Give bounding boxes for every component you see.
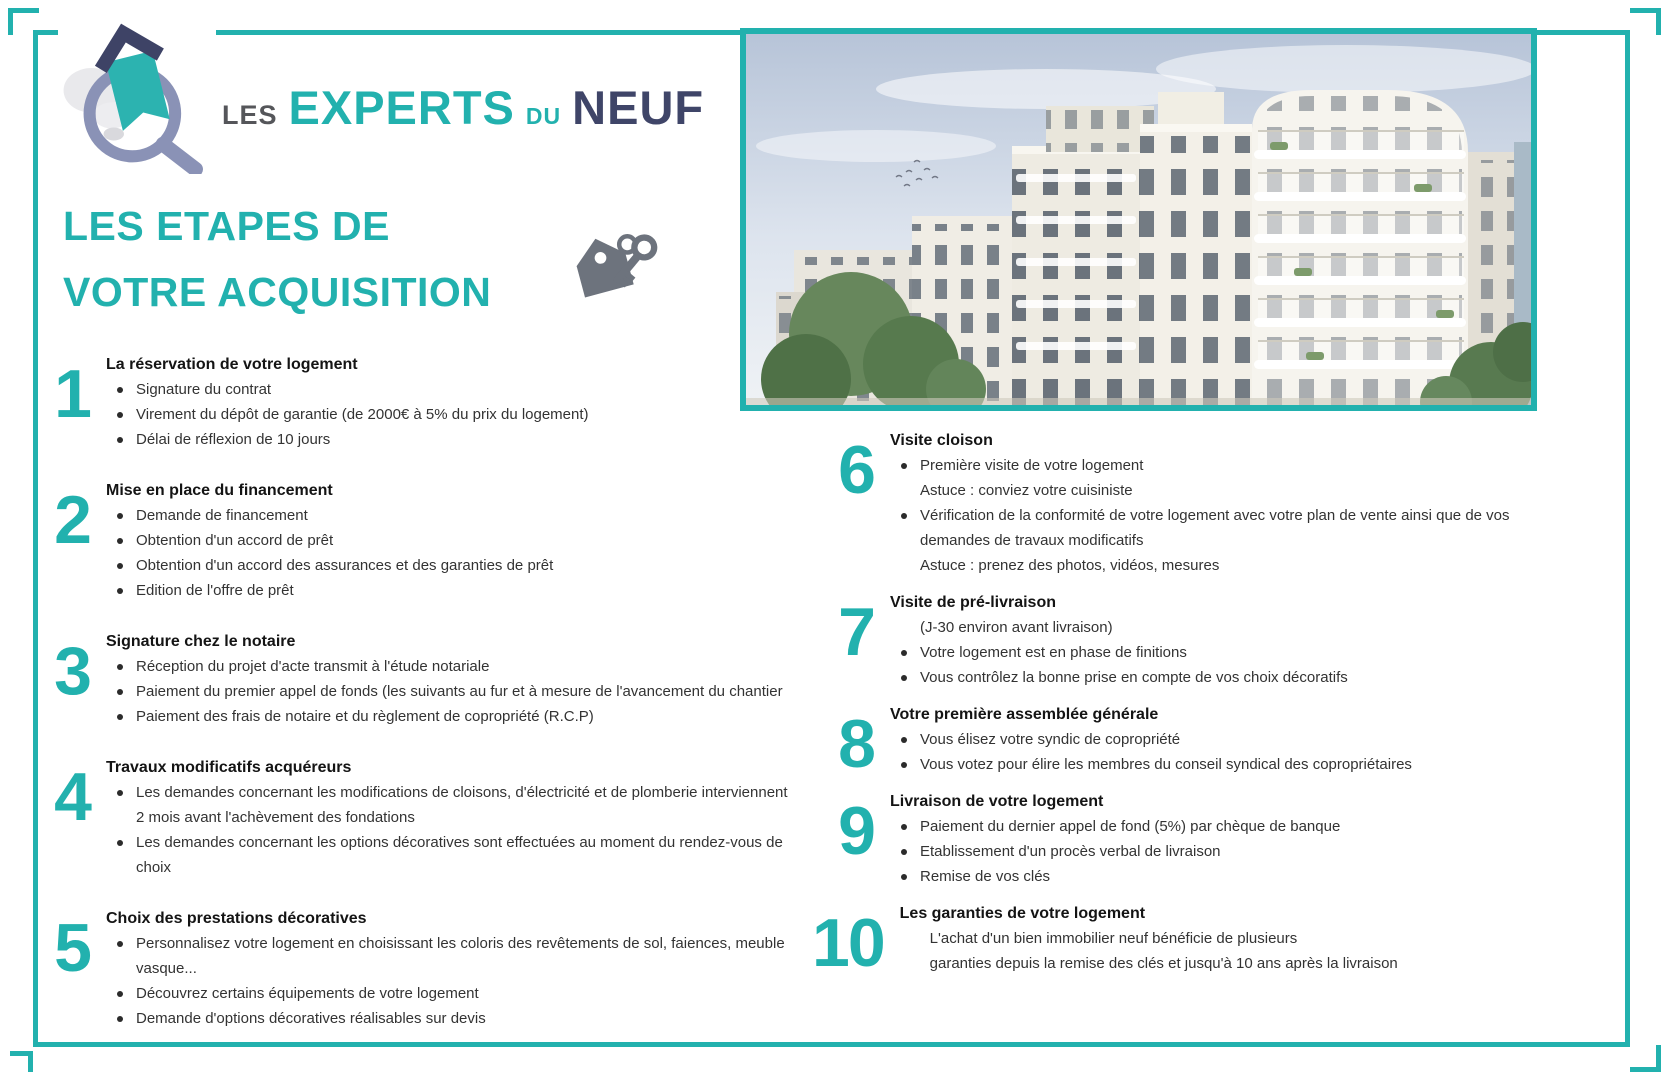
step-number: 1: [54, 356, 90, 432]
step-heading: Livraison de votre logement: [890, 793, 1104, 810]
step-item: Signature du contrat: [106, 377, 788, 402]
step-items: [900, 926, 1512, 976]
step: [812, 590, 1512, 690]
step-body: [106, 352, 788, 452]
step-item: Obtention d'un accord de prêt: [106, 528, 788, 553]
page-title: [63, 193, 491, 325]
step: [812, 702, 1512, 782]
corner-mark-top-left: [8, 8, 39, 35]
step-number: 10: [812, 905, 884, 981]
step-items: [890, 453, 1512, 578]
step-item: Demande d'options décoratives réalisables sur devis: [106, 1006, 788, 1031]
step-body: [106, 478, 788, 603]
step-items: [890, 814, 1512, 889]
step-heading: La réservation de votre logement: [106, 356, 358, 373]
step-heading: Les garanties de votre logement: [899, 905, 1146, 922]
brand-experts: EXPERTS: [288, 81, 515, 134]
step-items: [106, 780, 788, 880]
step-heading: Travaux modificatifs acquéreurs: [106, 759, 352, 776]
brand-du: DU: [525, 103, 562, 129]
step: [812, 901, 1512, 981]
step-number: 6: [838, 432, 874, 508]
building-photo: [740, 28, 1537, 411]
step-body: [106, 755, 788, 880]
step-item: Vous votez pour élire les membres du conseil syndical des copropriétaires: [890, 752, 1512, 777]
steps-column-left: [28, 352, 788, 1057]
step-item: Première visite de votre logement: [890, 453, 1512, 478]
step-body: [106, 629, 788, 729]
step-body: [890, 428, 1512, 578]
step-body: [890, 702, 1512, 777]
step-heading: Visite cloison: [890, 432, 993, 449]
step-number: 3: [54, 633, 90, 709]
step-item: Réception du projet d'acte transmit à l'étude notariale: [106, 654, 788, 679]
step-item: Astuce : prenez des photos, vidéos, mesures: [920, 557, 1220, 574]
step-number: 5: [54, 910, 90, 986]
house-keychain-keys-icon: [558, 218, 666, 314]
magnifier-house-icon: [58, 2, 216, 174]
step-item: Paiement des frais de notaire et du règlement de copropriété (R.C.P): [106, 704, 788, 729]
step-item: Les demandes concernant les options décoratives sont effectuées au moment du rendez-vous de choix: [106, 830, 788, 880]
step-item: Découvrez certains équipements de votre logement: [106, 981, 788, 1006]
steps-column-right: [812, 428, 1512, 988]
page-title-line2: VOTRE ACQUISITION: [63, 269, 492, 315]
step-item: Vous contrôlez la bonne prise en compte de vos choix décoratifs: [890, 665, 1512, 690]
step-item: Etablissement d'un procès verbal de livraison: [890, 839, 1512, 864]
step-items: [106, 503, 788, 603]
logo: [58, 2, 704, 174]
step-heading: Choix des prestations décoratives: [106, 910, 367, 927]
step-item: Votre logement est en phase de finitions: [890, 640, 1512, 665]
step-heading: Votre première assemblée générale: [890, 706, 1159, 723]
step-item: (J-30 environ avant livraison): [920, 619, 1113, 636]
brand-neuf: NEUF: [572, 81, 705, 134]
building-render-illustration: [746, 34, 1531, 405]
step-item: Paiement du dernier appel de fond (5%) par chèque de banque: [890, 814, 1512, 839]
step-item: L'achat d'un bien immobilier neuf bénéficie de plusieurs: [929, 930, 1298, 947]
step-body: [900, 901, 1512, 976]
brand-name: [222, 80, 704, 135]
step-item: Astuce : conviez votre cuisiniste: [920, 482, 1133, 499]
step-item: Obtention d'un accord des assurances et des garanties de prêt: [106, 553, 788, 578]
corner-mark-top-right: [1630, 8, 1661, 35]
step-heading: Visite de pré-livraison: [890, 594, 1056, 611]
step: [28, 906, 788, 1031]
step-item: Remise de vos clés: [890, 864, 1512, 889]
step-heading: Signature chez le notaire: [106, 633, 296, 650]
step-number: 4: [54, 759, 90, 835]
step-item: Vérification de la conformité de votre logement avec votre plan de vente ainsi que de vos demandes de travaux modificatifs: [890, 503, 1512, 553]
step-number: 9: [838, 793, 874, 869]
step: [28, 755, 788, 880]
step: [812, 428, 1512, 578]
step-heading: Mise en place du financement: [106, 482, 333, 499]
step: [28, 478, 788, 603]
step-item: Les demandes concernant les modifications de cloisons, d'électricité et de plomberie interviennent 2 mois avant l'achèvement des fondations: [106, 780, 788, 830]
step-number: 7: [838, 594, 874, 670]
corner-mark-bottom-right: [1630, 1045, 1661, 1072]
step-item: Délai de réflexion de 10 jours: [106, 427, 788, 452]
step-item: Virement du dépôt de garantie (de 2000€ à 5% du prix du logement): [106, 402, 788, 427]
step-items: [106, 931, 788, 1031]
step: [28, 352, 788, 452]
step-item: Paiement du premier appel de fonds (les suivants au fur et à mesure de l'avancement du chantier: [106, 679, 788, 704]
step: [812, 789, 1512, 889]
step-body: [890, 789, 1512, 889]
step-items: [106, 654, 788, 729]
page-title-line1: LES ETAPES DE: [63, 203, 390, 249]
step-items: [106, 377, 788, 452]
step-body: [106, 906, 788, 1031]
step-number: 2: [54, 482, 90, 558]
step-items: [890, 727, 1512, 777]
step-body: [890, 590, 1512, 690]
step-item: Demande de financement: [106, 503, 788, 528]
step-items: [890, 615, 1512, 690]
step-item: Edition de l'offre de prêt: [106, 578, 788, 603]
step: [28, 629, 788, 729]
step-number: 8: [838, 706, 874, 782]
step-item: garanties depuis la remise des clés et jusqu'à 10 ans après la livraison: [929, 955, 1398, 972]
step-item: Vous élisez votre syndic de copropriété: [890, 727, 1512, 752]
step-item: Personnalisez votre logement en choisissant les coloris des revêtements de sol, faiences, meuble vasque...: [106, 931, 788, 981]
brand-les: LES: [222, 100, 278, 130]
